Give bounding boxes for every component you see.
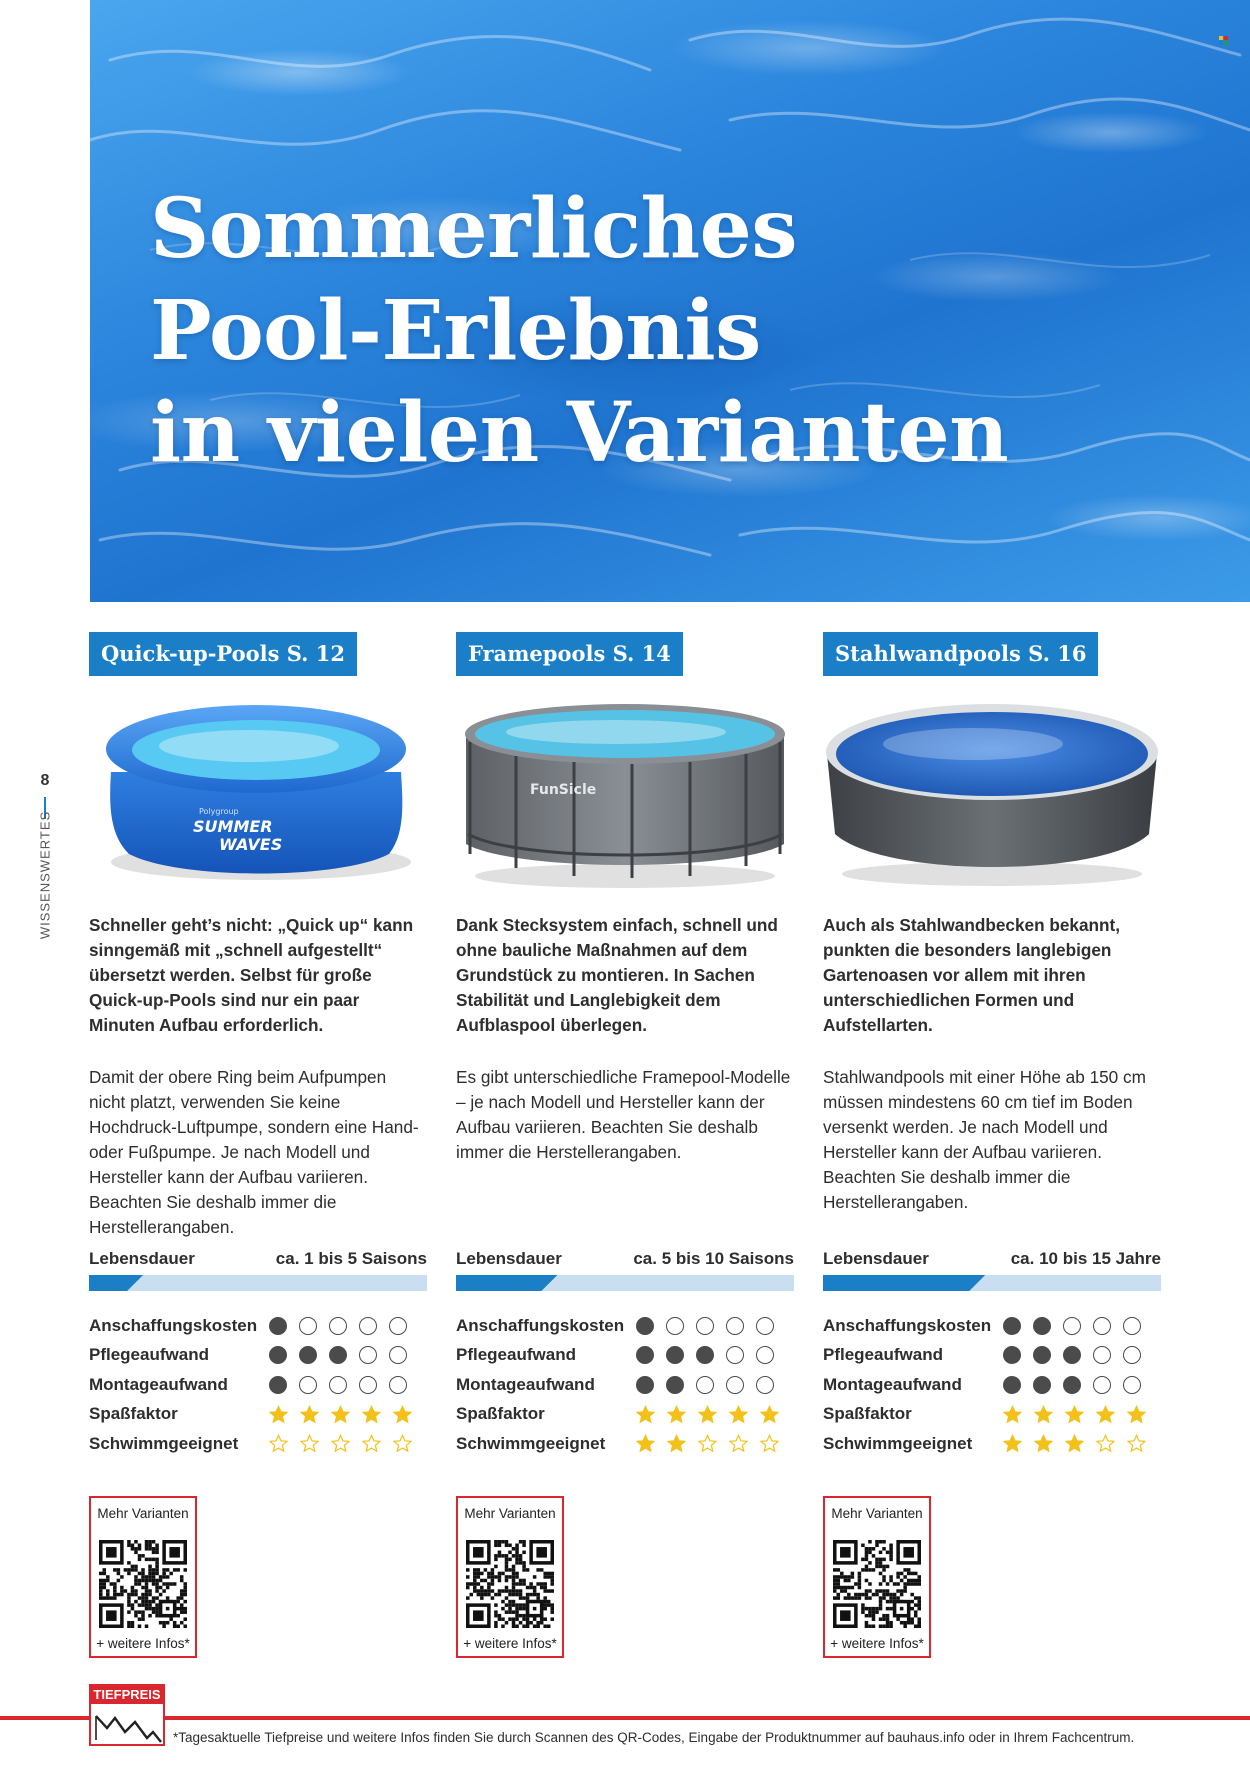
- rating-label: Montageaufwand: [823, 1374, 962, 1394]
- rating-dot-empty: [389, 1317, 407, 1335]
- rating-marks: [269, 1317, 407, 1335]
- footnote: *Tagesaktuelle Tiefpreise und weitere Infos finden Sie durch Scannen des QR-Codes, Eingabe der Produktnummer auf bauhaus.info oder in Ihrem Fachcentrum.: [173, 1730, 1135, 1745]
- qr-caption-bottom: + weitere Infos*: [96, 1636, 190, 1651]
- quick-up-pool-image: [89, 694, 427, 894]
- rating-label: Pflegeaufwand: [823, 1345, 943, 1365]
- star-filled-icon: [1065, 1405, 1084, 1424]
- rating-dot-empty: [299, 1317, 317, 1335]
- rating-dot-filled: [1063, 1346, 1081, 1364]
- rating-row: [823, 1341, 1161, 1371]
- lifespan-bar: [456, 1275, 794, 1291]
- rating-dot-filled: [1033, 1317, 1051, 1335]
- star-empty-icon: [269, 1434, 288, 1453]
- tiefpreis-badge: [89, 1684, 165, 1746]
- hero-water-banner: [90, 0, 1250, 602]
- star-empty-icon: [760, 1434, 779, 1453]
- rating-dot-empty: [359, 1346, 377, 1364]
- rating-marks: [636, 1346, 774, 1364]
- rating-row: [823, 1370, 1161, 1400]
- price-drop-icon: [93, 1706, 165, 1744]
- svg-text:SUMMER: SUMMER: [193, 817, 273, 836]
- rating-row: [89, 1311, 427, 1341]
- rating-dot-filled: [299, 1346, 317, 1364]
- lifespan-row: [89, 1246, 427, 1272]
- rating-dot-empty: [666, 1317, 684, 1335]
- qr-caption-top: Mehr Varianten: [97, 1506, 189, 1521]
- star-filled-icon: [1034, 1405, 1053, 1424]
- rating-label: Spaßfaktor: [456, 1404, 545, 1424]
- rating-dot-empty: [726, 1376, 744, 1394]
- rating-dot-filled: [269, 1346, 287, 1364]
- rating-dot-filled: [636, 1317, 654, 1335]
- lifespan-label: Lebensdauer: [89, 1249, 195, 1268]
- star-filled-icon: [1034, 1434, 1053, 1453]
- star-empty-icon: [729, 1434, 748, 1453]
- qr-caption-bottom: + weitere Infos*: [830, 1636, 924, 1651]
- rating-dot-empty: [359, 1317, 377, 1335]
- rating-dot-filled: [269, 1317, 287, 1335]
- body-text: Damit der obere Ring beim Aufpumpen nicht platzt, verwenden Sie keine Hochdruck-Luftpumpe, sondern eine Hand- oder Fußpumpe. Je nach Modell und Hersteller kann der Aufbau variieren. Beachten Sie deshalb immer die Herstellerangaben.: [89, 1067, 419, 1237]
- rating-label: Spaßfaktor: [89, 1404, 178, 1424]
- column-framepools: [456, 632, 794, 1662]
- rating-dot-filled: [1003, 1376, 1021, 1394]
- rating-row: [823, 1400, 1161, 1430]
- rating-dot-filled: [1003, 1346, 1021, 1364]
- qr-card[interactable]: [89, 1496, 197, 1658]
- star-filled-icon: [269, 1405, 288, 1424]
- rating-dot-empty: [1123, 1376, 1141, 1394]
- rating-dot-filled: [666, 1346, 684, 1364]
- headline-line-2: Pool-Erlebnis: [150, 283, 761, 379]
- rating-label: Anschaffungskosten: [456, 1315, 625, 1335]
- star-filled-icon: [393, 1405, 412, 1424]
- rating-marks: [636, 1317, 774, 1335]
- rating-dot-empty: [1093, 1376, 1111, 1394]
- rating-dot-empty: [389, 1346, 407, 1364]
- rating-row: [823, 1311, 1161, 1341]
- rating-row: [456, 1341, 794, 1371]
- tiefpreis-label: TIEFPREIS: [91, 1686, 163, 1704]
- star-empty-icon: [362, 1434, 381, 1453]
- star-filled-icon: [667, 1405, 686, 1424]
- qr-code[interactable]: [99, 1540, 187, 1628]
- page-number: 8: [40, 772, 50, 789]
- column-quick-up-pools: [89, 632, 427, 1662]
- intro-text: Dank Stecksystem einfach, schnell und ohne bauliche Maßnahmen auf dem Grundstück zu montieren. In Sachen Stabilität und Langlebigkeit dem Aufblaspool überlegen.: [456, 915, 778, 1035]
- star-empty-icon: [331, 1434, 350, 1453]
- ratings-list: [89, 1311, 427, 1459]
- rating-dot-filled: [666, 1376, 684, 1394]
- rating-dot-filled: [636, 1346, 654, 1364]
- qr-caption-top: Mehr Varianten: [464, 1506, 556, 1521]
- rating-row: [89, 1370, 427, 1400]
- lifespan-value: ca. 5 bis 10 Saisons: [633, 1249, 794, 1268]
- rating-row: [89, 1341, 427, 1371]
- column-stahlwandpools: [823, 632, 1161, 1662]
- rating-dot-filled: [329, 1346, 347, 1364]
- body-text: Es gibt unterschiedliche Framepool-Modelle – je nach Modell und Hersteller kann der Aufbau variieren. Beachten Sie deshalb immer die Herstellerangaben.: [456, 1067, 791, 1162]
- rating-dot-empty: [1093, 1317, 1111, 1335]
- ratings-list: [456, 1311, 794, 1459]
- lifespan-bar: [89, 1275, 427, 1291]
- rating-row: [89, 1429, 427, 1459]
- rating-label: Montageaufwand: [456, 1374, 595, 1394]
- rating-marks: [636, 1405, 779, 1424]
- rating-dot-empty: [726, 1346, 744, 1364]
- headline-line-3: in vielen Varianten: [150, 385, 1009, 481]
- rating-marks: [1003, 1317, 1141, 1335]
- star-empty-icon: [698, 1434, 717, 1453]
- rating-marks: [1003, 1405, 1146, 1424]
- rating-dot-empty: [696, 1317, 714, 1335]
- rating-label: Pflegeaufwand: [89, 1345, 209, 1365]
- rating-marks: [269, 1346, 407, 1364]
- intro-text: Schneller geht’s nicht: „Quick up“ kann sinngemäß mit „schnell aufgestellt“ übersetzt werden. Selbst für große Quick-up-Pools sind nur ein paar Minuten Aufbau erforderlich.: [89, 915, 414, 1035]
- category-tag[interactable]: Quick-up-Pools S. 12: [89, 632, 357, 676]
- rating-dot-empty: [1123, 1317, 1141, 1335]
- body-text: Stahlwandpools mit einer Höhe ab 150 cm müssen mindestens 60 cm tief im Boden versenkt werden. Je nach Modell und Hersteller kann der Aufbau variieren. Beachten Sie deshalb immer die Herstellerangaben.: [823, 1067, 1146, 1212]
- rating-dot-empty: [329, 1317, 347, 1335]
- qr-code[interactable]: [833, 1540, 921, 1628]
- svg-text:FunSicle: FunSicle: [530, 782, 597, 798]
- rating-row: [823, 1429, 1161, 1459]
- lifespan-row: [456, 1246, 794, 1272]
- star-filled-icon: [1065, 1434, 1084, 1453]
- category-tag[interactable]: Stahlwandpools S. 16: [823, 632, 1098, 676]
- star-empty-icon: [1096, 1434, 1115, 1453]
- rating-row: [456, 1400, 794, 1430]
- lifespan-bar: [823, 1275, 1161, 1291]
- star-filled-icon: [1096, 1405, 1115, 1424]
- rating-dot-empty: [756, 1317, 774, 1335]
- rating-marks: [636, 1376, 774, 1394]
- rating-marks: [1003, 1376, 1141, 1394]
- print-color-mark: [1219, 36, 1228, 45]
- lifespan-bar-fill: [456, 1275, 557, 1291]
- rating-label: Montageaufwand: [89, 1374, 228, 1394]
- lifespan-row: [823, 1246, 1161, 1272]
- rating-marks: [636, 1434, 779, 1453]
- page-headline: [150, 178, 1230, 484]
- rating-label: Schwimmgeeignet: [89, 1433, 239, 1453]
- star-filled-icon: [362, 1405, 381, 1424]
- rating-marks: [1003, 1346, 1141, 1364]
- rating-label: Spaßfaktor: [823, 1404, 912, 1424]
- svg-text:Polygroup: Polygroup: [199, 807, 239, 816]
- lifespan-value: ca. 1 bis 5 Saisons: [275, 1249, 427, 1268]
- category-tag[interactable]: Framepools S. 14: [456, 632, 683, 676]
- lifespan-label: Lebensdauer: [823, 1249, 929, 1268]
- star-filled-icon: [636, 1434, 655, 1453]
- qr-caption-top: Mehr Varianten: [831, 1506, 923, 1521]
- rating-dot-filled: [269, 1376, 287, 1394]
- rating-dot-filled: [1033, 1376, 1051, 1394]
- rating-dot-empty: [756, 1376, 774, 1394]
- star-filled-icon: [1127, 1405, 1146, 1424]
- headline-line-1: Sommerliches: [150, 181, 797, 277]
- rating-label: Schwimmgeeignet: [456, 1433, 606, 1453]
- rating-label: Pflegeaufwand: [456, 1345, 576, 1365]
- lifespan-label: Lebensdauer: [456, 1249, 562, 1268]
- rating-marks: [1003, 1434, 1146, 1453]
- rating-row: [456, 1311, 794, 1341]
- rating-dot-filled: [1033, 1346, 1051, 1364]
- framepool-image: [456, 694, 794, 894]
- rating-dot-filled: [1003, 1317, 1021, 1335]
- rating-marks: [269, 1434, 412, 1453]
- rating-marks: [269, 1405, 412, 1424]
- rating-marks: [269, 1376, 407, 1394]
- star-empty-icon: [393, 1434, 412, 1453]
- qr-caption-bottom: + weitere Infos*: [463, 1636, 557, 1651]
- rating-dot-empty: [1123, 1346, 1141, 1364]
- section-label: WISSENSWERTES: [37, 810, 53, 940]
- rating-label: Anschaffungskosten: [89, 1315, 258, 1335]
- lifespan-bar-fill: [89, 1275, 143, 1291]
- rating-dot-filled: [636, 1376, 654, 1394]
- star-filled-icon: [698, 1405, 717, 1424]
- star-filled-icon: [1003, 1405, 1022, 1424]
- rating-label: Anschaffungskosten: [823, 1315, 992, 1335]
- star-filled-icon: [729, 1405, 748, 1424]
- ratings-list: [823, 1311, 1161, 1459]
- rating-label: Schwimmgeeignet: [823, 1433, 973, 1453]
- stahlwandpool-image: [823, 694, 1161, 894]
- rating-dot-empty: [299, 1376, 317, 1394]
- rating-dot-empty: [1063, 1317, 1081, 1335]
- star-filled-icon: [760, 1405, 779, 1424]
- star-filled-icon: [667, 1434, 686, 1453]
- rating-dot-empty: [726, 1317, 744, 1335]
- qr-card[interactable]: [456, 1496, 564, 1658]
- lifespan-value: ca. 10 bis 15 Jahre: [1010, 1249, 1161, 1268]
- rating-dot-empty: [389, 1376, 407, 1394]
- rating-dot-empty: [329, 1376, 347, 1394]
- rating-row: [456, 1429, 794, 1459]
- rating-dot-empty: [1093, 1346, 1111, 1364]
- lifespan-bar-fill: [823, 1275, 985, 1291]
- star-filled-icon: [300, 1405, 319, 1424]
- qr-code[interactable]: [466, 1540, 554, 1628]
- rating-dot-empty: [756, 1346, 774, 1364]
- qr-card[interactable]: [823, 1496, 931, 1658]
- star-empty-icon: [1127, 1434, 1146, 1453]
- rating-dot-filled: [696, 1346, 714, 1364]
- footer-rule: [0, 1716, 1250, 1720]
- star-empty-icon: [300, 1434, 319, 1453]
- rating-row: [456, 1370, 794, 1400]
- intro-text: Auch als Stahlwandbecken bekannt, punkten die besonders langlebigen Gartenoasen vor allem mit ihren unterschiedlichen Formen und Aufstellarten.: [823, 915, 1121, 1035]
- svg-text:WAVES: WAVES: [219, 835, 283, 854]
- rating-dot-empty: [359, 1376, 377, 1394]
- star-filled-icon: [1003, 1434, 1022, 1453]
- rating-row: [89, 1400, 427, 1430]
- rating-dot-filled: [1063, 1376, 1081, 1394]
- star-filled-icon: [331, 1405, 350, 1424]
- rating-dot-empty: [696, 1376, 714, 1394]
- star-filled-icon: [636, 1405, 655, 1424]
